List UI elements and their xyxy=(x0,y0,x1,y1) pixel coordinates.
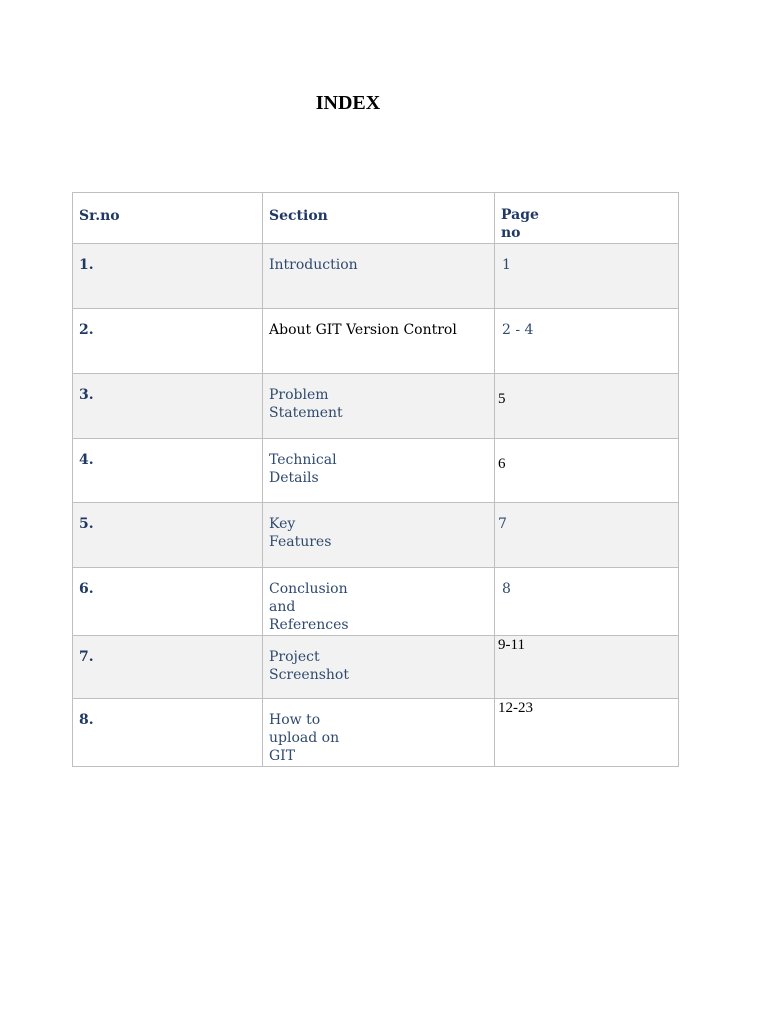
header-cell-page xyxy=(495,193,679,244)
row-section-line: Statement xyxy=(269,405,343,421)
row-number-cell xyxy=(73,568,263,636)
row-section-cell xyxy=(263,244,495,309)
row-page-cell xyxy=(495,374,679,439)
row-page-cell xyxy=(495,503,679,568)
row-section-cell xyxy=(263,503,495,568)
row-section-cell xyxy=(263,439,495,503)
header-section: Section xyxy=(269,208,328,224)
row-number: 1. xyxy=(79,257,94,273)
table-row xyxy=(73,309,679,374)
table-row xyxy=(73,244,679,309)
row-section-line: Details xyxy=(269,470,319,486)
table-row xyxy=(73,568,679,636)
row-page: 1 xyxy=(502,257,511,273)
row-section-line: Screenshot xyxy=(269,667,349,683)
row-number-cell xyxy=(73,374,263,439)
row-page-cell xyxy=(495,244,679,309)
row-number: 5. xyxy=(79,516,94,532)
header-page-line1: Page xyxy=(501,207,539,223)
row-page: 6 xyxy=(498,456,506,472)
header-cell-srno xyxy=(73,193,263,244)
row-section-cell xyxy=(263,309,495,374)
row-section-cell xyxy=(263,699,495,767)
table-header-row xyxy=(73,193,679,244)
table-row xyxy=(73,374,679,439)
row-page: 9-11 xyxy=(498,637,525,653)
index-table xyxy=(72,192,679,767)
row-number: 4. xyxy=(79,452,94,468)
row-number: 2. xyxy=(79,322,94,338)
row-section-line: Project xyxy=(269,649,320,665)
row-number-cell xyxy=(73,309,263,374)
row-section-line: Features xyxy=(269,534,332,550)
row-section-line: How to xyxy=(269,712,321,728)
row-page: 2 - 4 xyxy=(502,322,534,338)
row-page-cell xyxy=(495,439,679,503)
table-row xyxy=(73,699,679,767)
row-page: 7 xyxy=(498,516,507,532)
row-number: 8. xyxy=(79,712,94,728)
row-page-cell xyxy=(495,309,679,374)
row-number-cell xyxy=(73,699,263,767)
row-section-line: upload on xyxy=(269,730,340,746)
row-section-line: Problem xyxy=(269,387,329,403)
row-section-cell xyxy=(263,374,495,439)
row-page-cell xyxy=(495,568,679,636)
row-page: 5 xyxy=(498,391,506,407)
row-page-cell xyxy=(495,636,679,699)
row-section-line: Technical xyxy=(269,452,337,468)
row-section-cell xyxy=(263,568,495,636)
row-number: 6. xyxy=(79,581,94,597)
page-title: INDEX xyxy=(315,92,381,114)
table-row xyxy=(73,503,679,568)
row-page: 8 xyxy=(502,581,511,597)
row-page-cell xyxy=(495,699,679,767)
table-row xyxy=(73,439,679,503)
header-srno: Sr.no xyxy=(79,208,120,224)
row-section-cell xyxy=(263,636,495,699)
row-section-line: GIT xyxy=(269,748,296,764)
row-section-line: References xyxy=(269,617,349,633)
row-section-line: Key xyxy=(269,516,296,532)
header-page-line2: no xyxy=(501,225,521,241)
row-number-cell xyxy=(73,244,263,309)
row-section-line: and xyxy=(269,599,296,615)
row-section-line: About GIT Version Control xyxy=(269,322,457,338)
table-row xyxy=(73,636,679,699)
row-number: 7. xyxy=(79,649,94,665)
row-section-line: Conclusion xyxy=(269,581,348,597)
row-number-cell xyxy=(73,503,263,568)
row-section-line: Introduction xyxy=(269,257,358,273)
header-cell-section xyxy=(263,193,495,244)
row-number-cell xyxy=(73,439,263,503)
row-number: 3. xyxy=(79,387,94,403)
row-number-cell xyxy=(73,636,263,699)
row-page: 12-23 xyxy=(498,700,533,716)
